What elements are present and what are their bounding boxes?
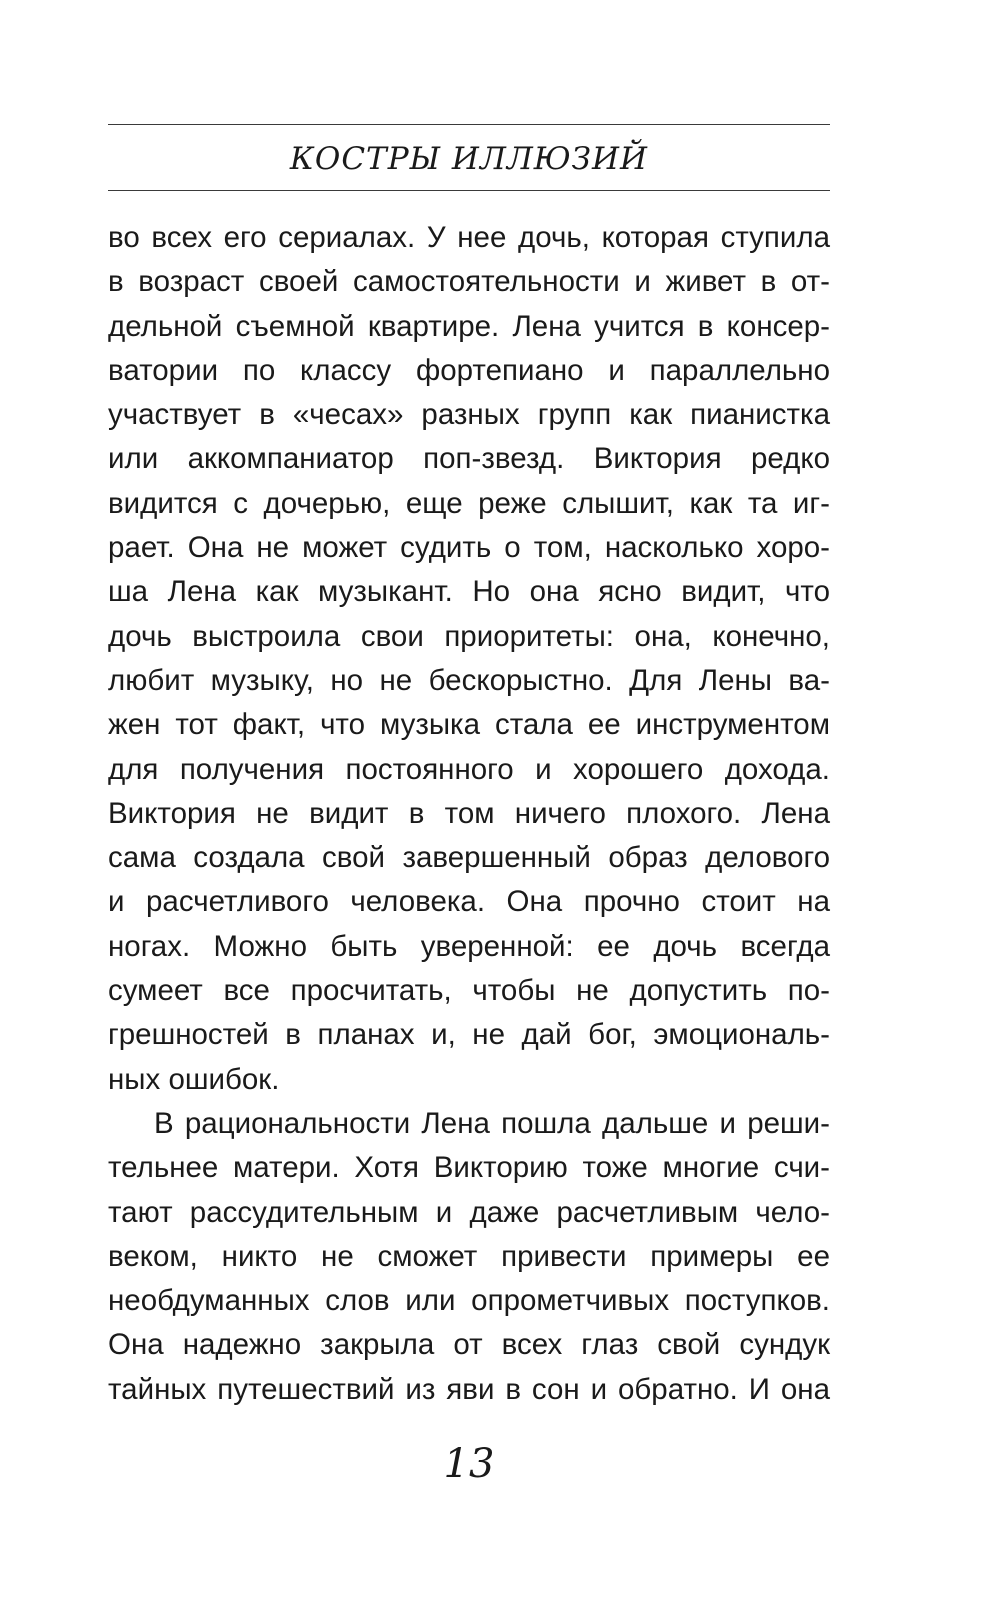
paragraph-2 (108, 1102, 830, 1412)
text-line: любит музыку, но не бескорыстно. Для Лены ва- (108, 663, 830, 697)
text-line: и расчетливого человека. Она прочно стоит на (108, 885, 830, 919)
text-line: грешностей в планах и, не дай бог, эмоциональ- (108, 1018, 830, 1052)
page-number: 13 (443, 1441, 495, 1487)
header-top-rule (108, 124, 830, 125)
text-line: ша Лена как музыкант. Но она ясно видит, что (108, 575, 830, 609)
text-line: ватории по классу фортепиано и параллельно (108, 353, 830, 387)
header-bottom-rule (108, 190, 830, 191)
text-line: жен тот факт, что музыка стала ее инструментом (108, 708, 830, 742)
text-line: тайных путешествий из яви в сон и обратно. И она (108, 1372, 830, 1406)
running-head-title: КОСТРЫ ИЛЛЮЗИЙ (289, 141, 649, 177)
book-page (108, 0, 830, 1616)
paragraph-1 (108, 216, 830, 1102)
text-line: сумеет все просчитать, чтобы не допустить по- (108, 974, 830, 1008)
text-line: сама создала свой завершенный образ делового (108, 841, 830, 875)
text-line: веком, никто не сможет привести примеры ее (108, 1239, 830, 1273)
text-line: рает. Она не может судить о том, насколько хоро- (108, 531, 830, 565)
text-line: ных ошибок. (108, 1062, 280, 1096)
text-line: Она надежно закрыла от всех глаз свой сундук (108, 1328, 830, 1362)
text-line: дочь выстроила свои приоритеты: она, конечно, (108, 619, 830, 653)
text-line: дельной съемной квартире. Лена учится в консер- (108, 309, 830, 343)
text-line: В рациональности Лена пошла дальше и реши- (154, 1106, 830, 1140)
text-line: Виктория не видит в том ничего плохого. Лена (108, 796, 830, 830)
text-line: для получения постоянного и хорошего дохода. (108, 752, 830, 786)
text-line: ногах. Можно быть уверенной: ее дочь всегда (108, 929, 830, 963)
text-line: тают рассудительным и даже расчетливым чело- (108, 1195, 830, 1229)
text-line: или аккомпаниатор поп-звезд. Виктория редко (108, 442, 830, 476)
text-line: тельнее матери. Хотя Викторию тоже многие счи- (108, 1151, 830, 1185)
text-line: необдуманных слов или опрометчивых поступков. (108, 1284, 830, 1318)
body-text (108, 216, 830, 1412)
text-line: во всех его сериалах. У нее дочь, которая ступила (108, 221, 830, 254)
text-line: видится с дочерью, еще реже слышит, как та иг- (108, 486, 830, 520)
text-line: в возраст своей самостоятельности и живет в от- (108, 265, 830, 299)
text-line: участвует в «чесах» разных групп как пианистка (108, 398, 830, 432)
